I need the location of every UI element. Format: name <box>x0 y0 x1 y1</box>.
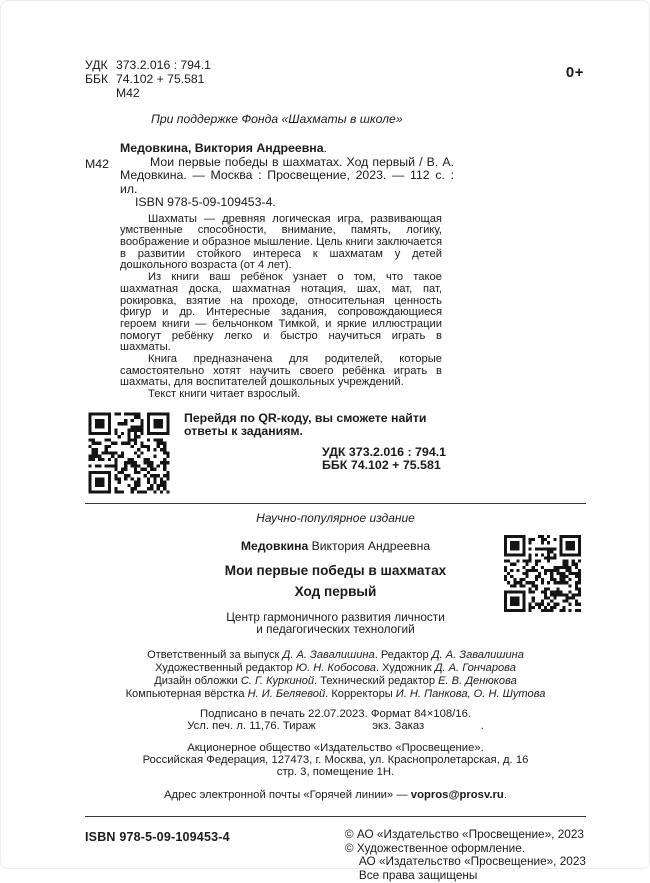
publisher-qr-code-icon <box>501 532 584 615</box>
qr-note-column <box>184 409 456 497</box>
copyright-line: АО «Издательство «Просвещение», 2023 <box>358 854 586 869</box>
classification-header <box>85 58 586 100</box>
answers-qr-section <box>85 409 586 497</box>
author-sign-row <box>85 86 211 100</box>
footer-isbn: ISBN 978-5-09-109453-4 <box>85 830 230 845</box>
udk-row <box>85 58 211 72</box>
copyright-block <box>345 828 586 882</box>
bbk-label: ББК <box>85 72 109 86</box>
publisher-info <box>85 742 586 779</box>
copyright-line: © АО «Издательство «Просвещение», 2023 <box>344 827 584 842</box>
print-info <box>85 709 586 733</box>
copyright-line: Все права защищены <box>358 868 478 883</box>
bib-code: М42 <box>85 157 109 171</box>
bib-author-heading: Медовкина, Виктория Андреевна. <box>120 141 327 155</box>
book-title: Мои первые победы в шахматах <box>224 562 447 578</box>
credits-line: Ответственный за выпуск Д. А. Завалишина. Редактор Д. А. Завалишина <box>147 649 524 662</box>
publisher-line: Российская Федерация, 127473, г. Москва, ул. Краснопролетарская, д. 16 <box>142 753 529 766</box>
org-line: и педагогических технологий <box>256 622 415 637</box>
credits-line: Компьютерная вёрстка Н. И. Беляевой. Корректоры И. Н. Панкова, О. Н. Шутова <box>125 688 546 701</box>
author-sign: М42 <box>116 86 140 100</box>
print-line: Усл. печ. л. 11,76. Тираж экз. Заказ . <box>187 719 484 732</box>
classification-codes <box>85 58 211 100</box>
book-subtitle: Ход первый <box>294 583 377 599</box>
support-line: При поддержке Фонда «Шахматы в школе» <box>151 112 403 126</box>
publisher-line: стр. 3, помещение 1Н. <box>276 766 395 779</box>
edition-section <box>85 511 586 801</box>
print-line: Подписано в печать 22.07.2023. Формат 84×108/16. <box>200 708 471 721</box>
credits-line: Дизайн обложки С. Г. Куркиной. Технический редактор Е. В. Денюкова <box>154 675 517 688</box>
edition-type: Научно-популярное издание <box>256 510 415 525</box>
bbk-value: 74.102 + 75.581 <box>116 72 205 86</box>
edition-author: Медовкина Виктория Андреевна <box>240 538 431 553</box>
bbk-row <box>85 72 211 86</box>
credits-block <box>85 649 586 701</box>
hotline-email-line: Адрес электронной почты «Горячей линии» — vopros@prosv.ru. <box>164 789 507 802</box>
udk-label: УДК <box>85 58 108 72</box>
bib-entry <box>85 156 586 210</box>
page-content <box>85 58 586 883</box>
bib-description: Мои первые победы в шахматах. Ход первый / В. А. Медовкина. — Москва : Просвещение, 2023. — 112 с. : ил. <box>120 155 454 196</box>
annotation-paragraph: Текст книги читает взрослый. <box>148 388 301 401</box>
classification-codes-bold <box>322 446 456 473</box>
credits-line: Художественный редактор Ю. Н. Кобосова. Художник Д. А. Гончарова <box>155 662 516 675</box>
udk-value: 373.2.016 : 794.1 <box>116 58 211 72</box>
annotation-paragraph: Книга предназначена для родителей, которые самостоятельно хотят научить своего ребёнка играть в шахматы, для воспитателей дошкольных учреждений. <box>120 353 442 389</box>
annotation <box>120 214 442 401</box>
divider-bottom <box>85 816 586 817</box>
org-line: Центр гармоничного развития личности <box>226 609 445 624</box>
age-rating-badge: 0+ <box>565 64 584 81</box>
copyright-line: © Художественное оформление. <box>344 840 526 855</box>
divider-top <box>85 503 586 504</box>
footer <box>85 828 586 882</box>
bbk-bold: ББК 74.102 + 75.581 <box>322 458 441 473</box>
udk-bold: УДК 373.2.016 : 794.1 <box>322 444 447 459</box>
bib-isbn: ISBN 978-5-09-109453-4. <box>135 195 276 210</box>
publisher-line: Акционерное общество «Издательство «Просвещение». <box>187 741 484 754</box>
answers-qr-code-icon <box>85 409 173 497</box>
annotation-paragraph: Из книги ваш ребёнок узнает о том, что такое шахматная доска, шахматная нотация, шах, мат, пат, рокировка, взятие на проходе, относительная ценность фигур и др. Интересные задания, сопровождающиеся героем книги — бельчонком Тимкой, и яркие иллюстрации помогут ребёнку легко и быстро научиться играть в шахматы. <box>120 271 442 354</box>
qr-note: Перейдя по QR-коду, вы сможете найти ответы к заданиям. <box>184 410 427 438</box>
annotation-paragraph: Шахматы — древняя логическая игра, развивающая умственные способности, внимание, память, логику, воображение и образное мышление. Цель книги заключается в развитии стойкого интереса к шахматам у детей дошкольного возраста (от 4 лет). <box>120 212 443 272</box>
